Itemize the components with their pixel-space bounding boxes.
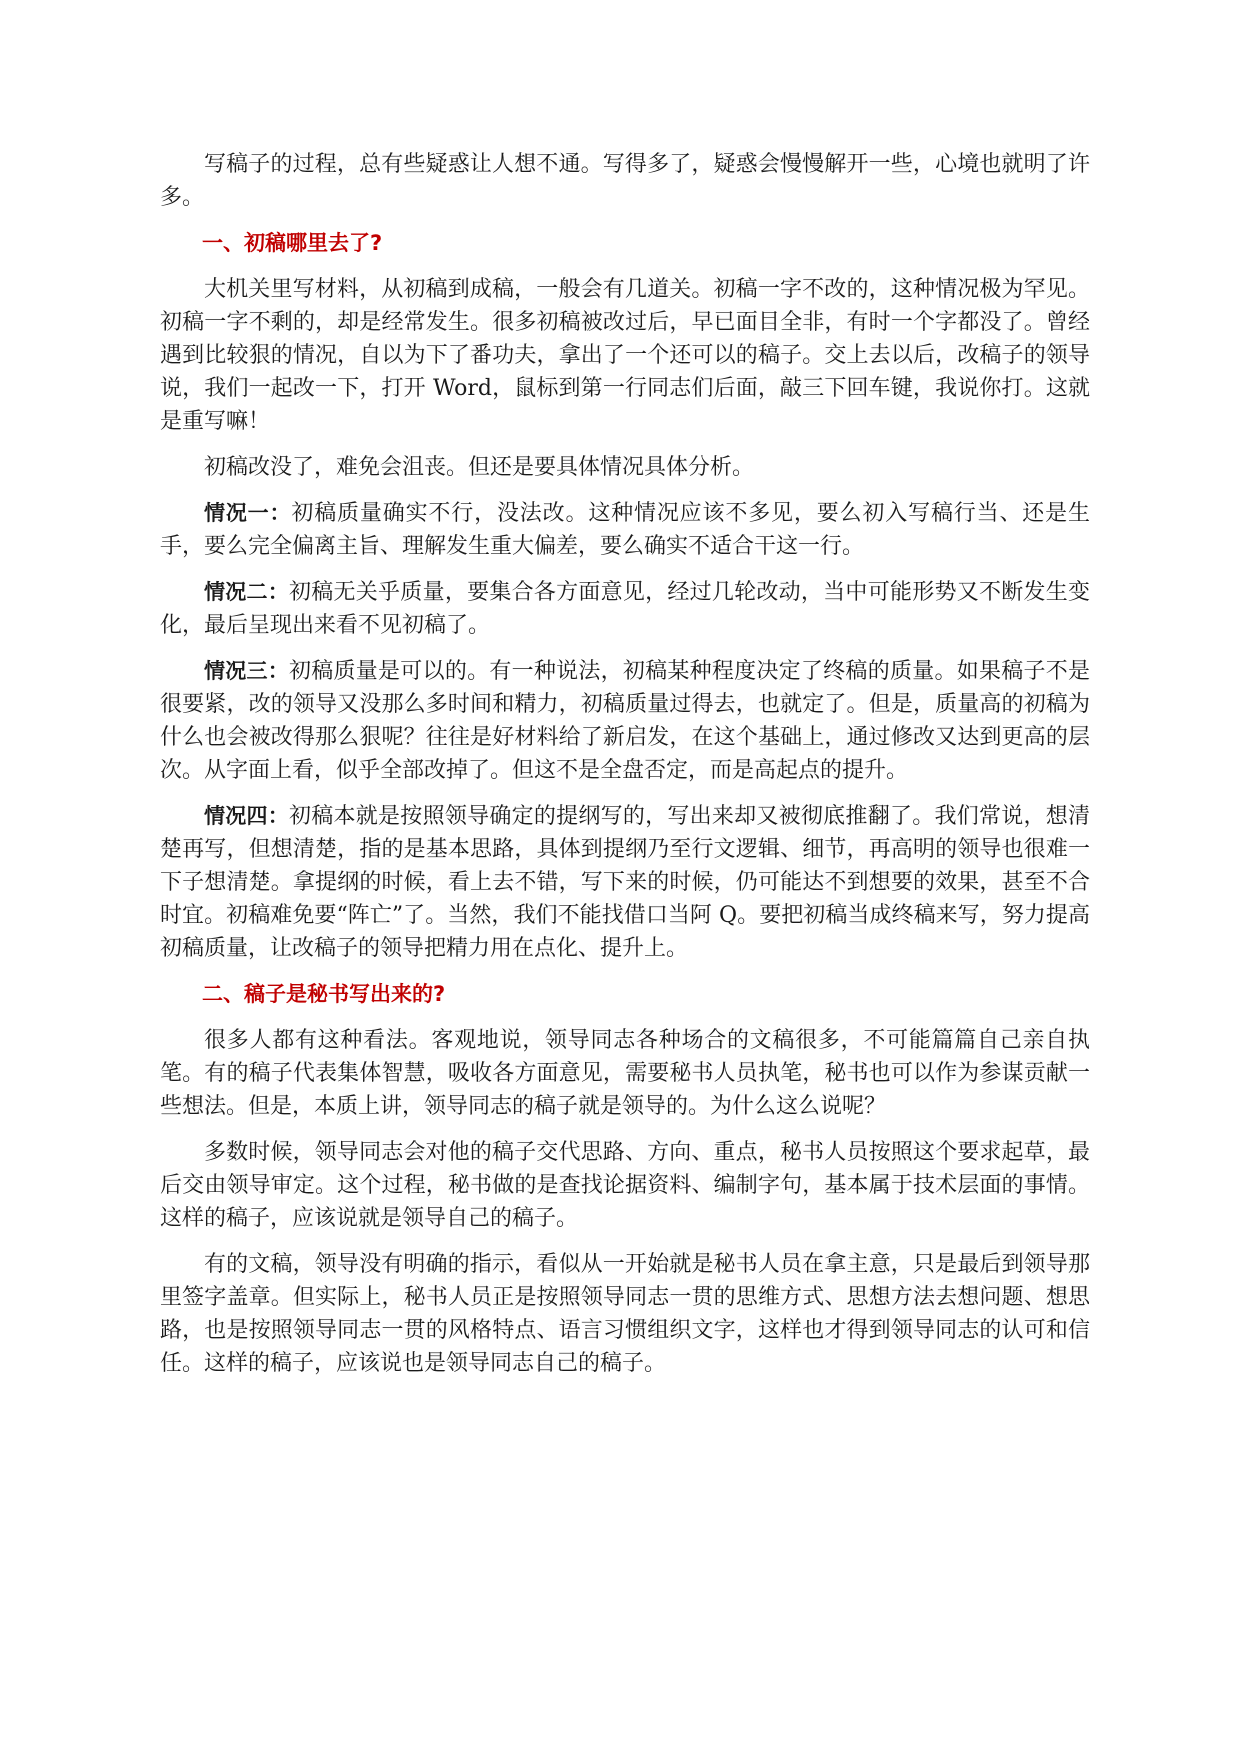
case-3-text: 初稿质量是可以的。有一种说法，初稿某种程度决定了终稿的质量。如果稿子不是很要紧，改的领导又没那么多时间和精力，初稿质量过得去，也就定了。但是，质量高的初稿为什么也会被改得那么狠呢？往往是好材料给了新启发，在这个基础上，通过修改又达到更高的层次。从字面上看，似乎全部改掉了。但这不是全盘否定，而是高起点的提升。 <box>160 659 1090 783</box>
case-3-lead: 情况三： <box>204 659 290 683</box>
section-1-heading: 一、初稿哪里去了? <box>202 231 383 255</box>
case-4-lead: 情况四： <box>204 804 290 828</box>
section-2-paragraph-1: 很多人都有这种看法。客观地说，领导同志各种场合的文稿很多，不可能篇篇自己亲自执笔。有的稿子代表集体智慧，吸收各方面意见，需要秘书人员执笔，秘书也可以作为参谋贡献一些想法。但是，本质上讲，领导同志的稿子就是领导的。为什么这么说呢？ <box>160 1028 1090 1119</box>
section-2-paragraph-3: 有的文稿，领导没有明确的指示，看似从一开始就是秘书人员在拿主意，只是最后到领导那里签字盖章。但实际上，秘书人员正是按照领导同志一贯的思维方式、思想方法去想问题、想思路，也是按照领导同志一贯的风格特点、语言习惯组织文字，这样也才得到领导同志的认可和信任。这样的稿子，应该说也是领导同志自己的稿子。 <box>160 1252 1090 1376</box>
document-page <box>160 148 1090 1393</box>
case-1-paragraph <box>160 497 1090 563</box>
section-2-paragraph-2: 多数时候，领导同志会对他的稿子交代思路、方向、重点，秘书人员按照这个要求起草，最后交由领导审定。这个过程，秘书做的是查找论据资料、编制字句，基本属于技术层面的事情。这样的稿子，应该说就是领导自己的稿子。 <box>160 1140 1090 1231</box>
case-4-text: 初稿本就是按照领导确定的提纲写的，写出来却又被彻底推翻了。我们常说，想清楚再写，但想清楚，指的是基本思路，具体到提纲乃至行文逻辑、细节，再高明的领导也很难一下子想清楚。拿提纲的时候，看上去不错，写下来的时候，仍可能达不到想要的效果，甚至不合时宜。初稿难免要“阵亡”了。当然，我们不能找借口当阿 Q。要把初稿当成终稿来写，努力提高初稿质量，让改稿子的领导把精力用在点化、提升上。 <box>160 804 1090 961</box>
section-2-heading: 二、稿子是秘书写出来的? <box>202 982 446 1006</box>
case-2-paragraph <box>160 576 1090 642</box>
case-4-paragraph <box>160 800 1090 965</box>
case-2-lead: 情况二： <box>204 580 290 604</box>
case-2-text: 初稿无关乎质量，要集合各方面意见，经过几轮改动，当中可能形势又不断发生变化，最后呈现出来看不见初稿了。 <box>160 580 1090 638</box>
intro-paragraph: 写稿子的过程，总有些疑惑让人想不通。写得多了，疑惑会慢慢解开一些，心境也就明了许多。 <box>160 152 1090 210</box>
case-1-text: 初稿质量确实不行，没法改。这种情况应该不多见，要么初入写稿行当、还是生手，要么完全偏离主旨、理解发生重大偏差，要么确实不适合干这一行。 <box>160 501 1090 559</box>
case-3-paragraph <box>160 655 1090 787</box>
section-1-paragraph-1: 大机关里写材料，从初稿到成稿，一般会有几道关。初稿一字不改的，这种情况极为罕见。初稿一字不剩的，却是经常发生。很多初稿被改过后，早已面目全非，有时一个字都没了。曾经遇到比较狠的情况，自以为下了番功夫，拿出了一个还可以的稿子。交上去以后，改稿子的领导说，我们一起改一下，打开 Word，鼠标到第一行同志们后面，敲三下回车键，我说你打。这就是重写嘛！ <box>160 277 1090 434</box>
section-1-paragraph-2: 初稿改没了，难免会沮丧。但还是要具体情况具体分析。 <box>204 455 755 480</box>
case-1-lead: 情况一： <box>204 501 292 525</box>
